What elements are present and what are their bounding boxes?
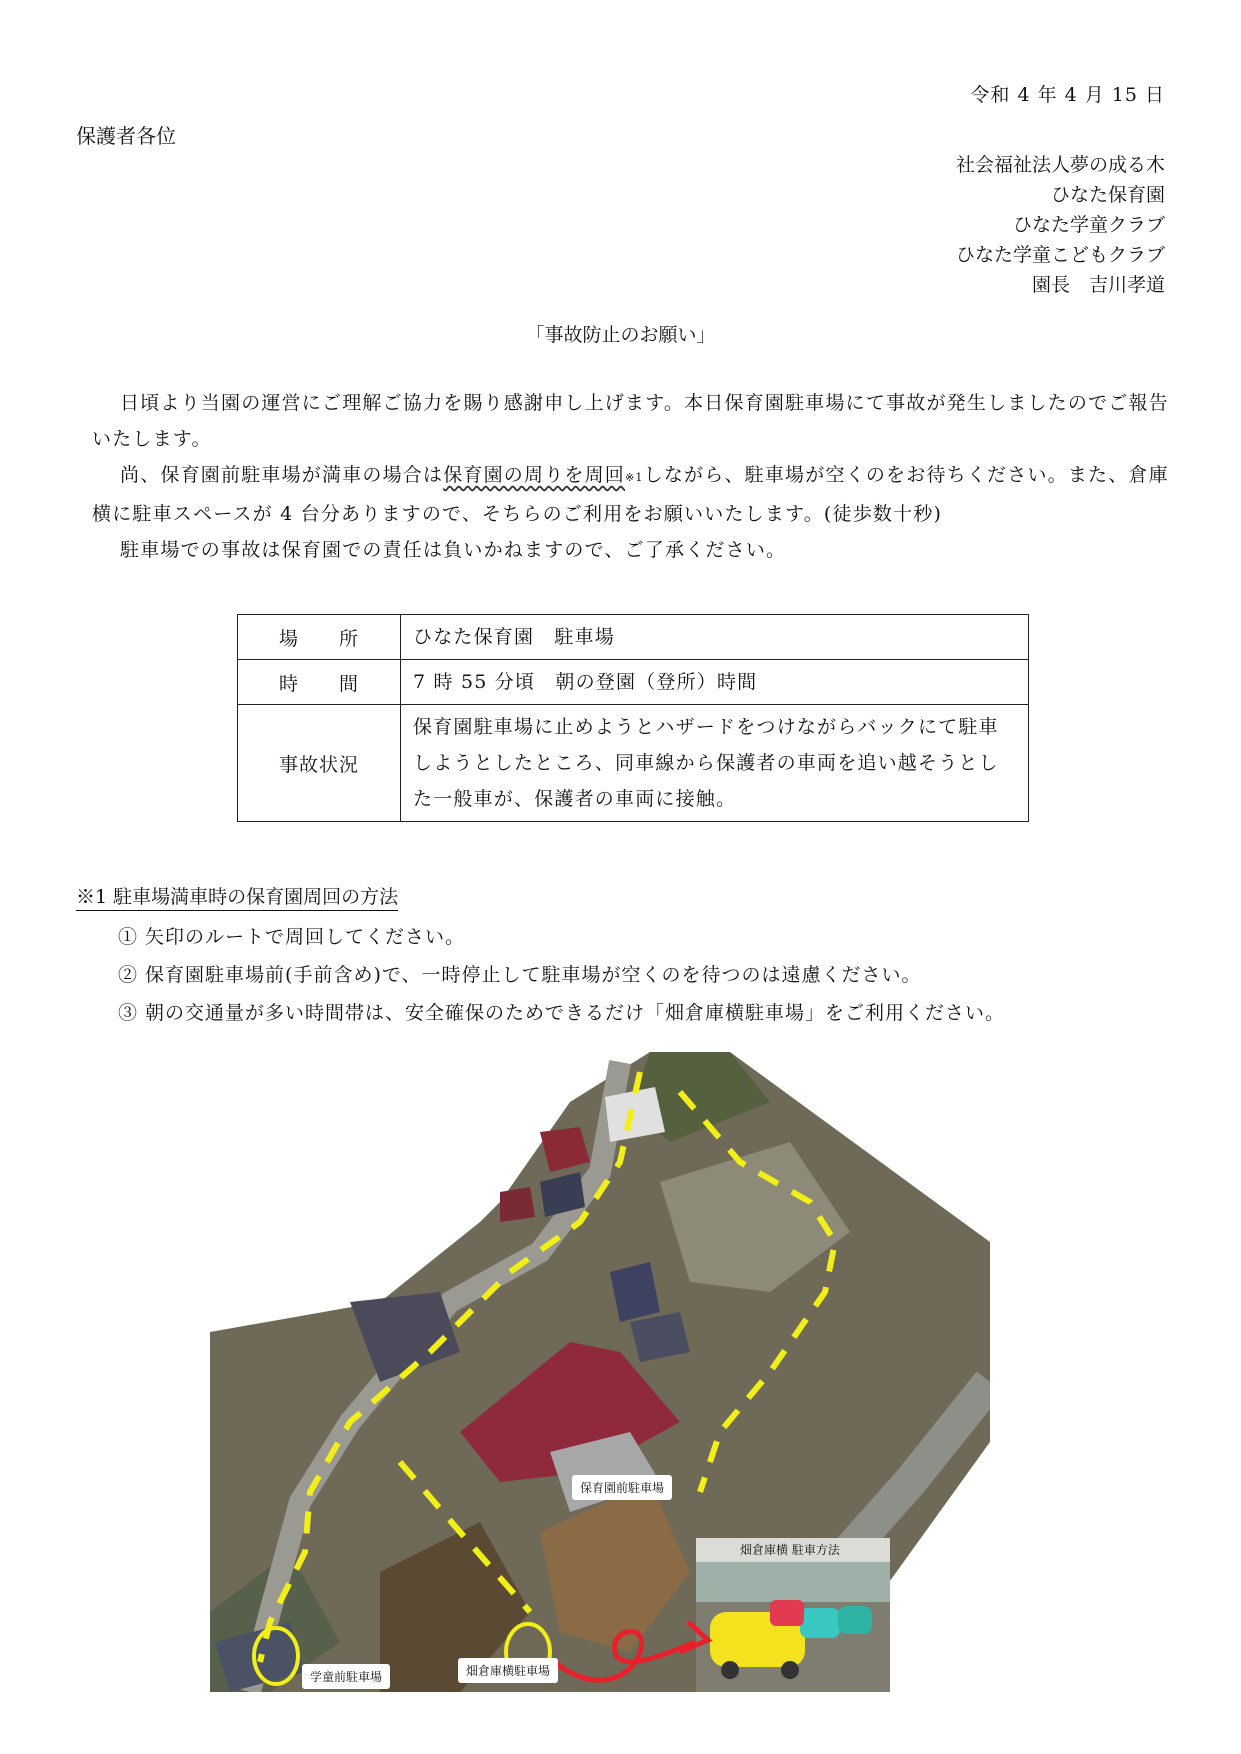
paragraph: 駐車場での事故は保育園での責任は負いかねますので、ご了承ください。 — [120, 539, 787, 561]
emphasized-text: 保育園の周りを周回 — [443, 464, 626, 486]
table-key: 事故状況 — [238, 705, 401, 822]
list-item: ① 矢印のルートで周回してください。 — [118, 926, 466, 948]
note-title: ※1 駐車場満車時の保育園周回の方法 — [76, 882, 398, 911]
sender-line: ひなた学童こどもクラブ — [955, 244, 1165, 266]
sender-block — [956, 150, 1165, 300]
table-value: 保育園駐車場に止めようとハザードをつけながらバックにて駐車しようとしたところ、同車線から保護者の車両を追い越そうとした一般車が、保護者の車両に接触。 — [401, 705, 1029, 822]
table-value: 7 時 55 分頃 朝の登園（登所）時間 — [401, 660, 1029, 705]
note-list — [118, 918, 1005, 1032]
inset-title: 畑倉庫横 駐車方法 — [740, 1543, 840, 1557]
table-value: ひなた保育園 駐車場 — [401, 615, 1029, 660]
sender-line: 園長 吉川孝道 — [1031, 274, 1165, 296]
aerial-map-image — [210, 1052, 990, 1692]
accident-info-table — [237, 614, 1029, 822]
table-row — [238, 615, 1029, 660]
text: しながら、駐車場が空くのをお待ちください。また、倉庫横に駐車スペースが 4 台分ありますので、そちらのご利用をお願いいたします。(徒歩数十秒) — [92, 464, 1169, 525]
map-label: 保育園前駐車場 — [572, 1475, 672, 1500]
sender-line: 社会福祉法人夢の成る木 — [955, 154, 1165, 176]
list-item: ③ 朝の交通量が多い時間帯は、安全確保のためできるだけ「畑倉庫横駐車場」をご利用ください。 — [118, 1002, 1006, 1024]
sender-line: ひなた学童クラブ — [1012, 214, 1165, 236]
route-map — [210, 1052, 990, 1692]
footnote-mark: ※1 — [625, 471, 644, 484]
paragraph — [92, 457, 1172, 532]
document-date: 令和 4 年 4 月 15 日 — [970, 84, 1165, 106]
map-label: 学童前駐車場 — [302, 1664, 390, 1689]
table-row — [238, 705, 1029, 822]
table-key: 時 間 — [238, 660, 401, 705]
text: 尚、保育園前駐車場が満車の場合は — [120, 464, 444, 486]
table-row — [238, 660, 1029, 705]
table-key: 場 所 — [238, 615, 401, 660]
recipient: 保護者各位 — [76, 124, 176, 148]
body-text — [92, 385, 1172, 568]
map-label: 畑倉庫横駐車場 — [458, 1658, 558, 1683]
paragraph: 日頃より当園の運営にご理解ご協力を賜り感謝申し上げます。本日保育園駐車場にて事故が発生しましたのでご報告いたします。 — [92, 392, 1169, 450]
sender-line: ひなた保育園 — [1050, 184, 1165, 206]
document-title: 「事故防止のお願い」 — [525, 324, 716, 346]
list-item: ② 保育園駐車場前(手前含め)で、一時停止して駐車場が空くのを待つのは遠慮ください。 — [118, 964, 922, 986]
